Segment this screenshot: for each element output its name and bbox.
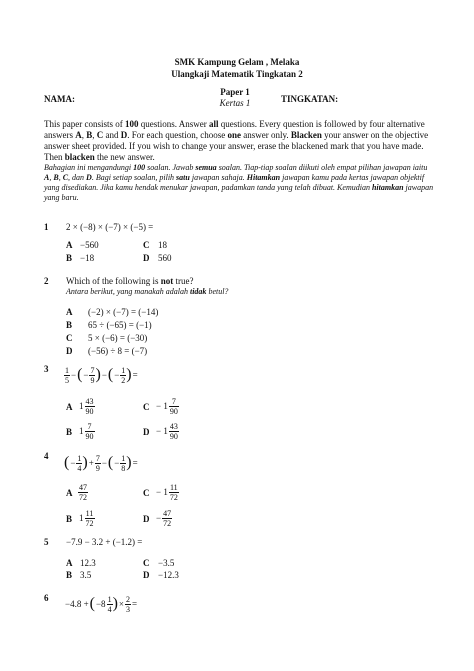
- q4-option-d-label: D: [143, 514, 150, 524]
- q3-option-d: − 1 $\frac{43}{90}$: [156, 421, 178, 441]
- q2-option-c-label: C: [66, 333, 73, 343]
- q6-stem: −4.8 + ( −8 $\frac{1}{4}$ ) × $\frac{2}{3}$ =: [65, 594, 138, 614]
- q2-option-b-label: B: [66, 320, 73, 330]
- q1-number: 1: [44, 222, 49, 232]
- q4-option-a-label: A: [66, 488, 73, 498]
- q4-option-b-label: B: [66, 514, 73, 524]
- q3-option-b-label: B: [66, 427, 73, 437]
- q2-option-a: (−2) × (−7) = (−14): [88, 307, 159, 317]
- q3-option-c-label: C: [143, 402, 150, 412]
- q1-option-d-label: D: [143, 253, 150, 263]
- q4-option-c-label: C: [143, 488, 150, 498]
- q3-option-c: − 1 $\frac{7}{90}$: [156, 396, 178, 416]
- q5-option-b: 3.5: [80, 570, 92, 580]
- q3-option-a-label: A: [66, 402, 73, 412]
- q5-option-c-label: C: [143, 558, 150, 568]
- q5-stem: −7.9 − 3.2 + (−1.2) =: [66, 537, 143, 547]
- q2-option-d: (−56) ÷ 8 = (−7): [88, 346, 148, 356]
- instructions-en: This paper consists of 100 questions. Answer all questions. Every question is followed by four alternative answers A, B, C and D. For each question, choose one answer only. Blacken your answer on the objective answer sheet provided. If you wish to change your answer, erase the blackened mark that you have made. Then blacken the new answer.: [44, 119, 429, 162]
- q1-option-c-label: C: [143, 240, 150, 250]
- q4-option-c: − 1 $\frac{11}{72}$: [156, 482, 178, 502]
- q2-option-a-label: A: [66, 307, 73, 317]
- q6-number: 6: [44, 593, 49, 603]
- q1-option-d: 560: [158, 253, 172, 263]
- q4-stem: ( − $\frac{1}{4}$ ) + $\frac{7}{9}$ − ( − $\frac{1}{8}$ ) =: [64, 453, 138, 473]
- paper-my: Kertas 1: [219, 98, 251, 108]
- q1-option-b: −18: [80, 253, 95, 263]
- q3-option-d-label: D: [143, 427, 150, 437]
- q3-number: 3: [44, 364, 49, 374]
- q2-option-b: 65 ÷ (−65) = (−1): [88, 320, 152, 330]
- q3-stem: $\frac{1}{5}$ − ( − $\frac{7}{9}$ ) − ( − $\frac{1}{2}$ ) =: [65, 365, 138, 385]
- q2-option-c: 5 × (−6) = (−30): [88, 333, 148, 343]
- nama-label: NAMA:: [44, 94, 75, 104]
- q5-option-d-label: D: [143, 570, 150, 580]
- q5-option-b-label: B: [66, 570, 73, 580]
- q4-option-a: $\frac{47}{72}$: [79, 482, 87, 502]
- q2-option-d-label: D: [66, 346, 73, 356]
- q5-number: 5: [44, 537, 49, 547]
- q4-option-d: − $\frac{47}{72}$: [156, 508, 172, 528]
- q1-option-b-label: B: [66, 253, 73, 263]
- q1-stem: 2 × (−8) × (−7) × (−5) =: [66, 222, 154, 232]
- q5-option-c: −3.5: [158, 558, 175, 568]
- instructions-my: Bahagian ini mengandungi 100 soalan. Jawab semua soalan. Tiap-tiap soalan diikuti oleh empat pilihan jawapan iaitu A, B, C, dan D. Bagi setiap soalan, pilih satu jawapan sahaja. Hitamkan jawapan kamu pada kertas jawapan objektif yang disediakan. Jika kamu hendak menukar jawapan, padamkan tanda yang telah dibuat. Kemudian hitamkan jawapan yang baru.: [44, 163, 434, 202]
- paper-title: Ulangkaji Matematik Tingkatan 2: [171, 69, 303, 79]
- q3-option-b: 1 $\frac{7}{90}$: [79, 421, 94, 441]
- q5-option-a-label: A: [66, 558, 73, 568]
- tingkatan-label: TINGKATAN:: [281, 94, 339, 104]
- q5-option-d: −12.3: [158, 570, 179, 580]
- paper-en: Paper 1: [220, 87, 250, 97]
- school-name: SMK Kampung Gelam , Melaka: [174, 57, 300, 67]
- q1-option-c: 18: [158, 240, 167, 250]
- q4-number: 4: [44, 451, 49, 461]
- q2-stem-my: Antara berikut, yang manakah adalah tidak betul?: [66, 287, 229, 296]
- q2-number: 2: [44, 276, 49, 286]
- q2-stem-en: Which of the following is not true?: [66, 276, 194, 286]
- q1-option-a: −560: [80, 240, 99, 250]
- q3-option-a: 1 $\frac{43}{90}$: [79, 396, 94, 416]
- q1-option-a-label: A: [66, 240, 73, 250]
- q5-option-a: 12.3: [80, 558, 96, 568]
- q4-option-b: 1 $\frac{11}{72}$: [79, 508, 94, 528]
